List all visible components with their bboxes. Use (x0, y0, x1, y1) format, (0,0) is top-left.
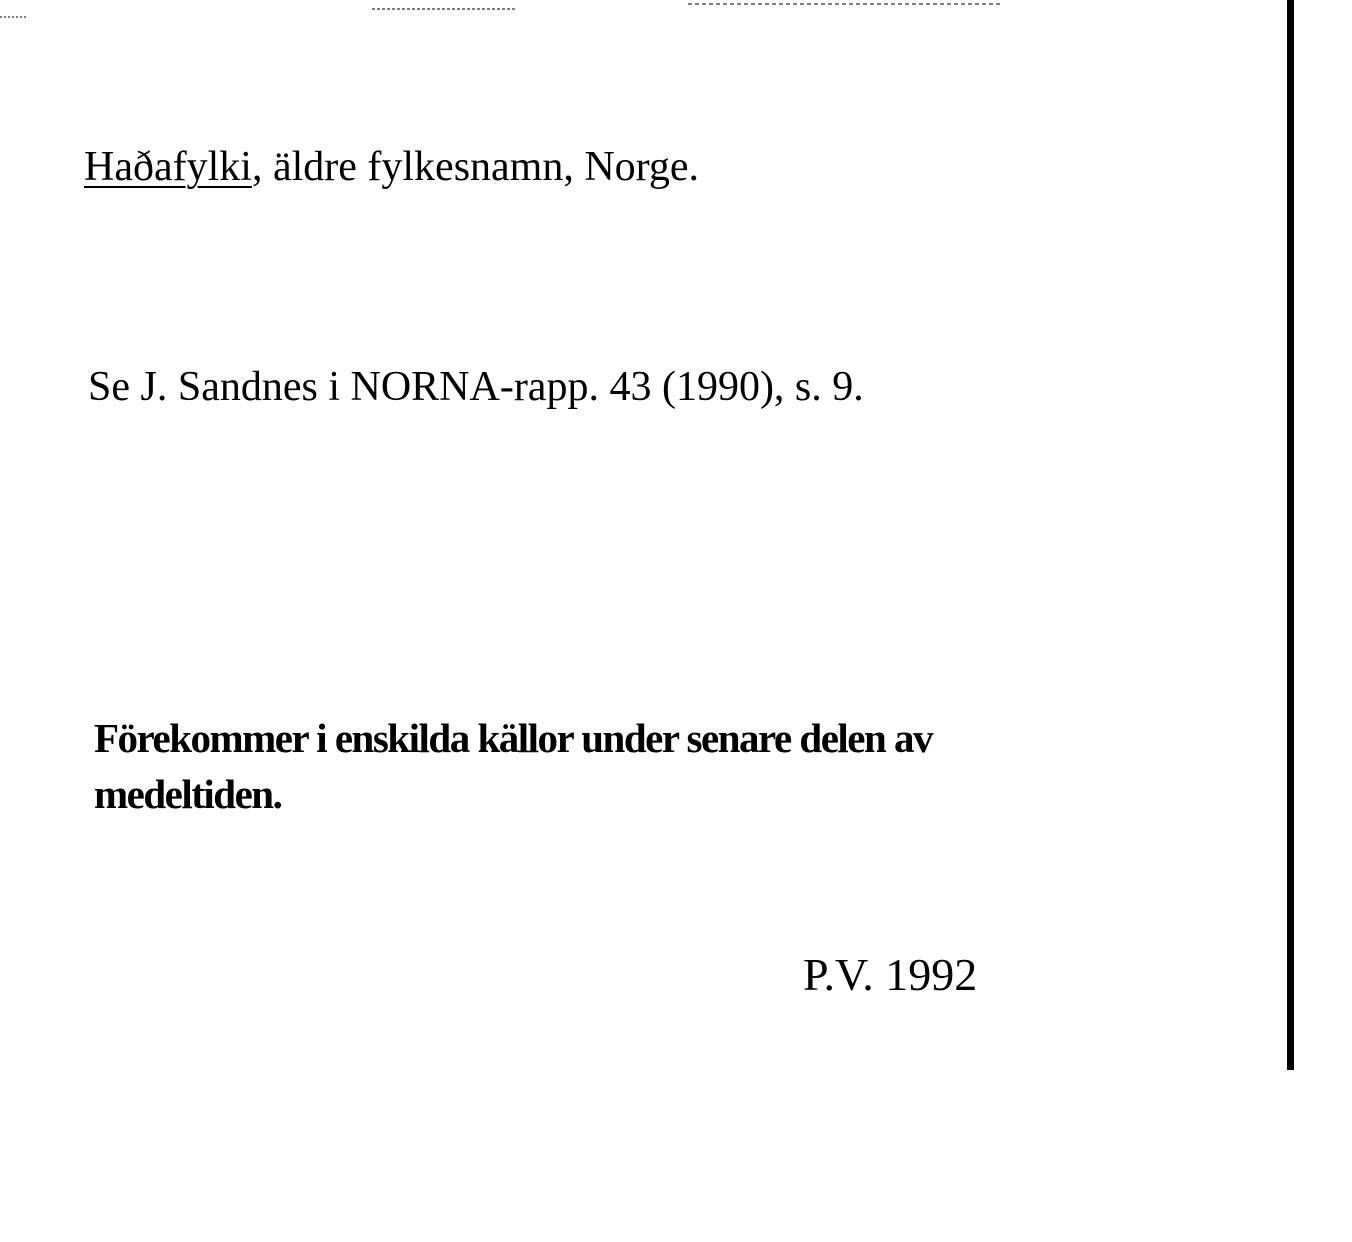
signature: P.V. 1992 (803, 949, 978, 1000)
headword-description: , äldre fylkesnamn, Norge. (251, 144, 700, 190)
headword: Haðafylki (84, 144, 252, 190)
reference-line: Se J. Sandnes i NORNA-rapp. 43 (1990), s. 9. (88, 364, 864, 410)
note-line-2: medeltiden. (94, 771, 282, 817)
note-line-1: Förekommer i enskilda källor under senare delen av (94, 715, 933, 761)
card-edge-line (1287, 0, 1294, 1070)
headword-line (84, 146, 699, 188)
scan-specks (0, 0, 1352, 20)
